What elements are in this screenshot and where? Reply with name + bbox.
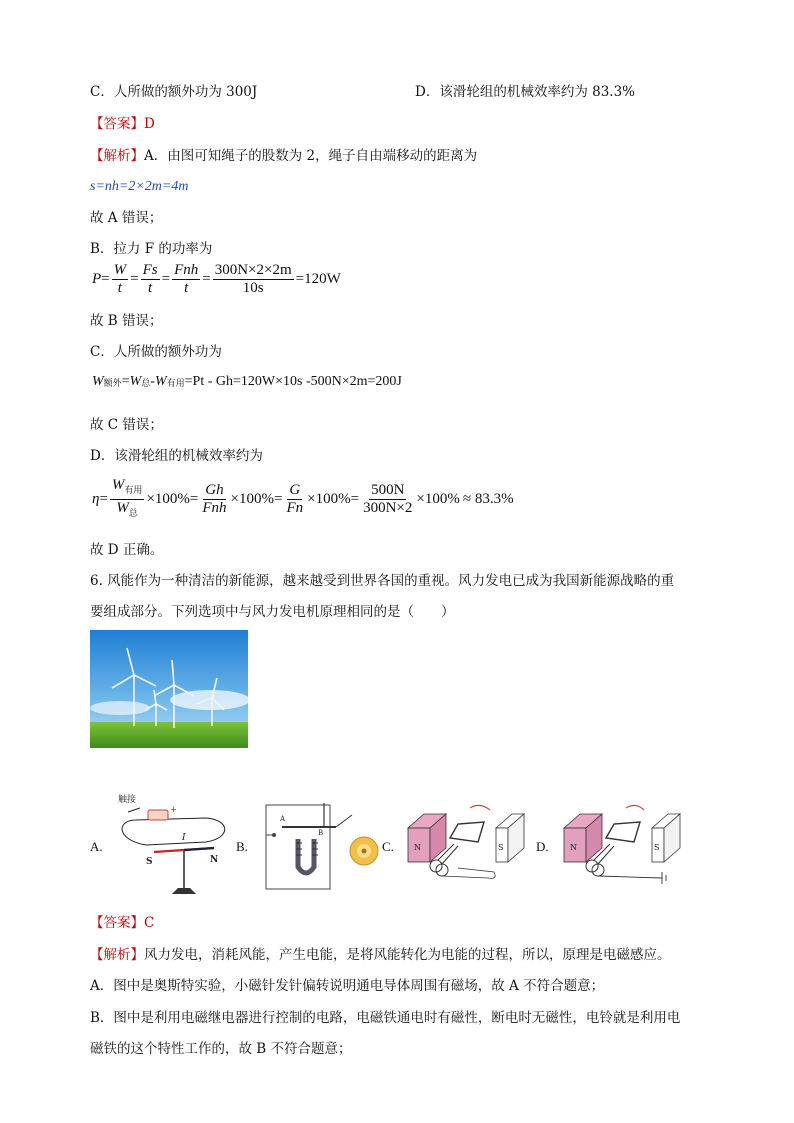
subscript: 有用 — [166, 377, 185, 388]
numerator: Gh — [205, 482, 224, 498]
percent: ×100% — [146, 491, 190, 507]
denominator: 10s — [242, 280, 264, 296]
denominator: Fn — [286, 500, 304, 516]
generator-figure — [398, 798, 528, 890]
denominator: t — [184, 280, 189, 296]
motor-figure — [552, 798, 692, 890]
answer-6 — [90, 913, 154, 933]
analysis-6-b-line1: B．图中是利用电磁继电器进行控制的电路，电磁铁通电时有磁性，断电时无磁性，电铃就是利用电 — [90, 1010, 681, 1026]
formula-symbol: P — [92, 271, 102, 287]
answer-value: D — [144, 116, 155, 132]
formula-symbol: W — [92, 374, 104, 389]
analysis-tag: 【解析】 — [90, 947, 144, 963]
fraction — [172, 262, 200, 297]
denominator: t — [148, 280, 153, 296]
fraction — [141, 262, 160, 297]
option-d-text: D．该滑轮组的机械效率约为 83.3% — [415, 84, 636, 100]
analysis-6-b-line2: 磁铁的这个特性工作的，故 B 不符合题意； — [90, 1041, 352, 1057]
fraction — [213, 262, 294, 297]
subscript: 总 — [141, 377, 151, 388]
fig-d-n-label: N — [570, 843, 577, 852]
svg-text:+: + — [170, 805, 177, 814]
subscript: 总 — [128, 508, 138, 518]
formula-symbol: W — [154, 374, 167, 389]
answer-value: C — [144, 915, 155, 931]
formula-symbol: W — [129, 374, 142, 389]
numerator: 500N — [371, 482, 405, 498]
numerator: 300N×2×2m — [214, 262, 292, 278]
analysis-a-conclusion: 故 A 错误； — [90, 210, 163, 226]
denominator: t — [117, 280, 122, 296]
analysis-6-a: A．图中是奥斯特实验，小磁针发针偏转说明通电导体周围有磁场，故 A 不符合题意； — [90, 978, 605, 994]
fraction — [112, 262, 129, 297]
analysis-a-text: A．由图可知绳子的股数为 2，绳子自由端移动的距离为 — [144, 148, 478, 164]
numerator: Fnh — [174, 262, 199, 278]
fig-b-a-label: A — [280, 815, 286, 823]
analysis-6-intro-text: 风力发电，消耗风能，产生电能，是将风能转化为电能的过程，所以，原理是电磁感应。 — [144, 947, 671, 963]
fig-a-current-label: I — [182, 833, 186, 843]
formula-result: =120W — [295, 271, 341, 287]
percent: ×100% — [416, 491, 460, 507]
percent: ×100% — [230, 491, 275, 507]
fig-c-s-label: S — [498, 843, 504, 852]
question-6-line1: 6. 风能作为一种清洁的新能源，越来越受到世界各国的重视。风力发电已成为我国新能源战略的重 — [90, 573, 675, 589]
electromagnetic-relay-figure — [252, 795, 382, 895]
numerator: W — [111, 477, 125, 493]
formula-b: P = $\frac{W}{t}$ = $\frac{Fs}{t}$ = $\frac{\text{Fnh}}{t}$ = $\frac{300N\times 2\times 2m}{10s}$ =120W — [92, 262, 341, 296]
oersted-experiment-figure — [106, 790, 234, 900]
formula-c: W 额外 = W 总 - W 有用 =Pt - Gh=120W×10s -500N×2m=200J — [92, 374, 402, 389]
fraction — [361, 482, 414, 517]
analysis-b-conclusion: 故 B 错误； — [90, 313, 163, 329]
fig-b-b-label: B — [318, 829, 324, 837]
numerator: Fs — [142, 262, 158, 278]
denominator: 300N×2 — [363, 500, 413, 516]
subscript: 额外 — [103, 377, 122, 388]
option-d-label: D. — [536, 839, 549, 854]
fig-a-s-label: S — [146, 857, 153, 867]
fig-a-n-label: N — [210, 855, 219, 865]
analysis-tag: 【解析】 — [90, 148, 144, 164]
subscript: 有用 — [124, 485, 143, 495]
fraction — [200, 482, 228, 517]
analysis-a-line — [90, 146, 477, 166]
formula-a: s=nh=2×2m=4m — [90, 179, 189, 194]
wind-turbine-photo — [90, 630, 248, 748]
fig-d-s-label: S — [654, 843, 660, 852]
fraction — [110, 477, 145, 522]
fig-c-n-label: N — [414, 843, 421, 852]
numerator: G — [289, 482, 301, 498]
formula-symbol: η — [92, 491, 100, 507]
fig-a-touch-label: 触接 — [118, 795, 137, 805]
percent: ×100% — [307, 491, 351, 507]
analysis-d-text: D．该滑轮组的机械效率约为 — [90, 448, 263, 464]
answer-tag: 【答案】 — [90, 116, 144, 132]
analysis-b-text: B．拉力 F 的功率为 — [90, 241, 213, 257]
analysis-6-intro — [90, 945, 671, 965]
analysis-d-conclusion: 故 D 正确。 — [90, 542, 164, 558]
formula-d: η = $\frac{W_{有用}}{W_总}$ ×100% = $\frac{Gh}{\text{Fnh}}$ ×100% = $\frac{G}{Fn}$ ×100% = $\frac{500N}{300N\times 2}$ ×100% ≈ 83.3% — [92, 477, 514, 522]
answer-5 — [90, 114, 155, 134]
formula-result: ≈ 83.3% — [462, 491, 514, 507]
fraction — [284, 482, 305, 517]
option-c-text: C．人所做的额外功为 300J — [90, 84, 258, 100]
answer-tag: 【答案】 — [90, 915, 144, 931]
question-6-line2: 要组成部分。下列选项中与风力发电机原理相同的是（ ） — [90, 604, 455, 620]
option-c-label: C. — [382, 839, 394, 854]
option-a-label: A. — [90, 839, 103, 854]
numerator: W — [113, 262, 127, 278]
denominator: W — [116, 500, 129, 516]
analysis-c-conclusion: 故 C 错误； — [90, 417, 163, 433]
option-b-label: B. — [236, 839, 248, 854]
analysis-c-text: C．人所做的额外功为 — [90, 344, 222, 360]
formula-rest: =Pt - Gh=120W×10s -500N×2m=200J — [184, 374, 402, 389]
denominator: Fnh — [202, 500, 227, 516]
